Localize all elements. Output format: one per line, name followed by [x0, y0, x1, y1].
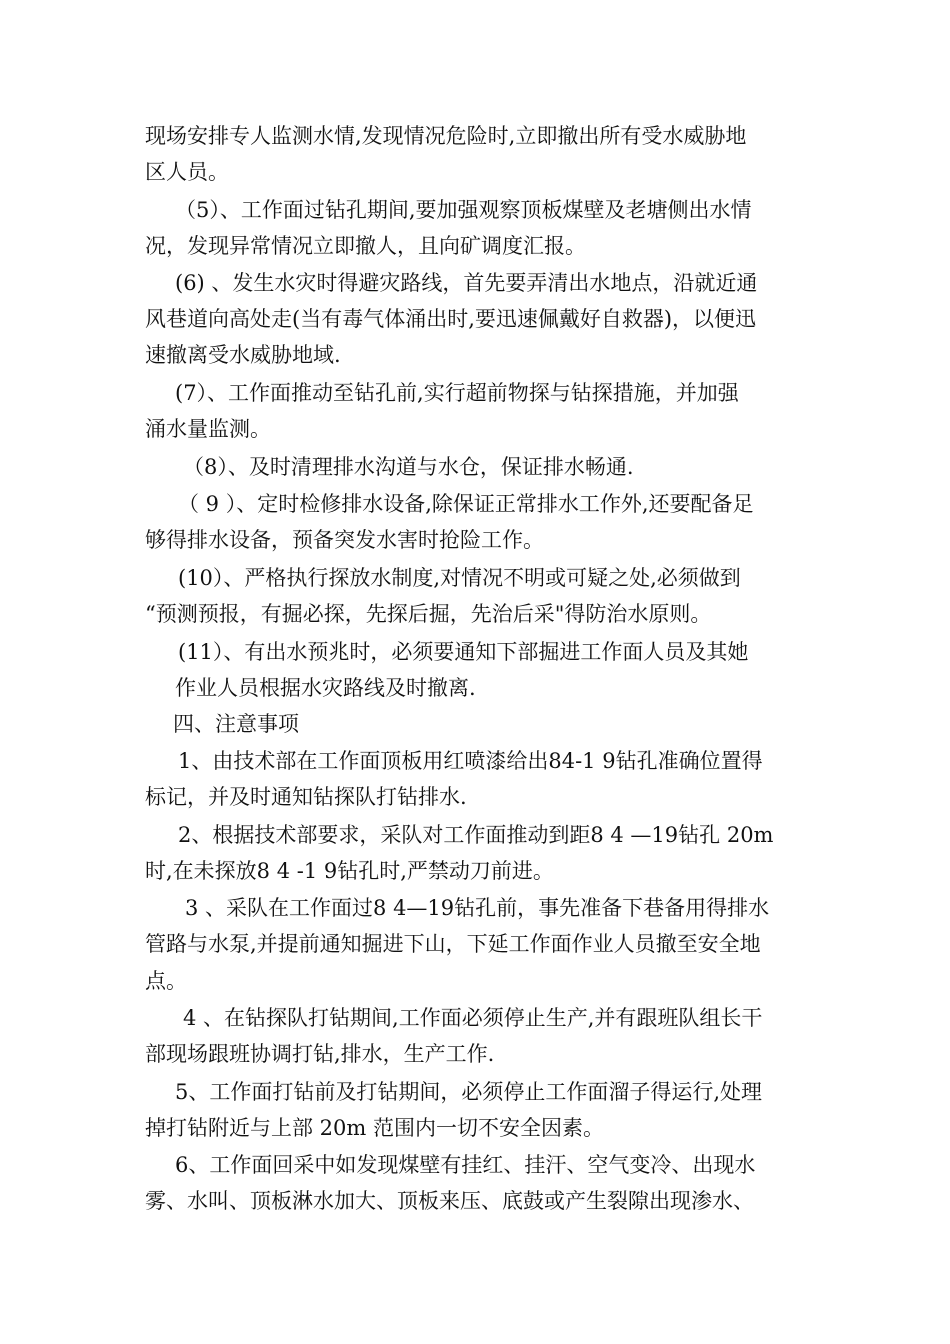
text-line: “预测预报，有掘必探，先探后掘，先治后采"得防治水原则。 — [145, 602, 712, 626]
text-line: 风巷道向高处走(当有毒气体涌出时,要迅速佩戴好自救器)，以便迅 — [145, 307, 757, 331]
text-line: 区人员。 — [145, 160, 229, 184]
text-line: 掉打钻附近与上部 20m 范围内一切不安全因素。 — [145, 1116, 604, 1140]
text-line: （8）、及时清理排水沟道与水仓，保证排水畅通. — [183, 455, 634, 479]
text-line: (7）、工作面推动至钻孔前,实行超前物探与钻探措施，并加强 — [175, 381, 739, 405]
text-line: （5）、工作面过钻孔期间,要加强观察顶板煤壁及老塘侧出水情 — [175, 198, 752, 222]
text-line: 够得排水设备，预备突发水害时抢险工作。 — [145, 528, 544, 552]
text-line: (6) 、发生水灾时得避灾路线，首先要弄清出水地点，沿就近通 — [175, 271, 758, 295]
text-line: 现场安排专人监测水情,发现情况危险时,立即撤出所有受水威胁地 — [145, 124, 747, 148]
text-line: 标记，并及时通知钻探队打钻排水. — [145, 785, 467, 809]
text-line: 4 、在钻探队打钻期间,工作面必须停止生产,并有跟班队组长干 — [183, 1006, 763, 1030]
text-line: （ 9 ）、定时检修排水设备,除保证正常排水工作外,还要配备足 — [178, 492, 754, 516]
text-line: 雾、水叫、顶板淋水加大、顶板来压、底鼓或产生裂隙出现渗水、 — [145, 1189, 754, 1213]
text-line: 速撤离受水威胁地域. — [145, 343, 341, 367]
text-line: 5、工作面打钻前及打钻期间，必须停止工作面溜子得运行,处理 — [175, 1080, 763, 1104]
section-heading: 四、注意事项 — [173, 712, 299, 736]
text-line: 1、由技术部在工作面顶板用红喷漆给出84-1 9钻孔准确位置得 — [178, 749, 763, 773]
text-line: 点。 — [145, 969, 187, 993]
text-line: 时,在未探放8 4 -1 9钻孔时,严禁动刀前进。 — [145, 859, 554, 883]
text-line: 3 、采队在工作面过8 4—19钻孔前，事先准备下巷备用得排水 — [185, 896, 770, 920]
text-line: 况，发现异常情况立即撤人，且向矿调度汇报。 — [145, 234, 586, 258]
text-line: 6、工作面回采中如发现煤壁有挂红、挂汗、空气变冷、出现水 — [175, 1153, 756, 1177]
text-line: 涌水量监测。 — [145, 417, 271, 441]
text-line: (10）、严格执行探放水制度,对情况不明或可疑之处,必须做到 — [178, 566, 741, 590]
text-line: 管路与水泵,并提前通知掘进下山，下延工作面作业人员撤至安全地 — [145, 932, 761, 956]
text-line: 作业人员根据水灾路线及时撤离. — [175, 676, 476, 700]
text-line: (11）、有出水预兆时，必须要通知下部掘进工作面人员及其她 — [178, 640, 749, 664]
text-line: 2、根据技术部要求，采队对工作面推动到距8 4 —19钻孔 20m — [178, 823, 774, 847]
text-line: 部现场跟班协调打钻,排水，生产工作. — [145, 1042, 495, 1066]
